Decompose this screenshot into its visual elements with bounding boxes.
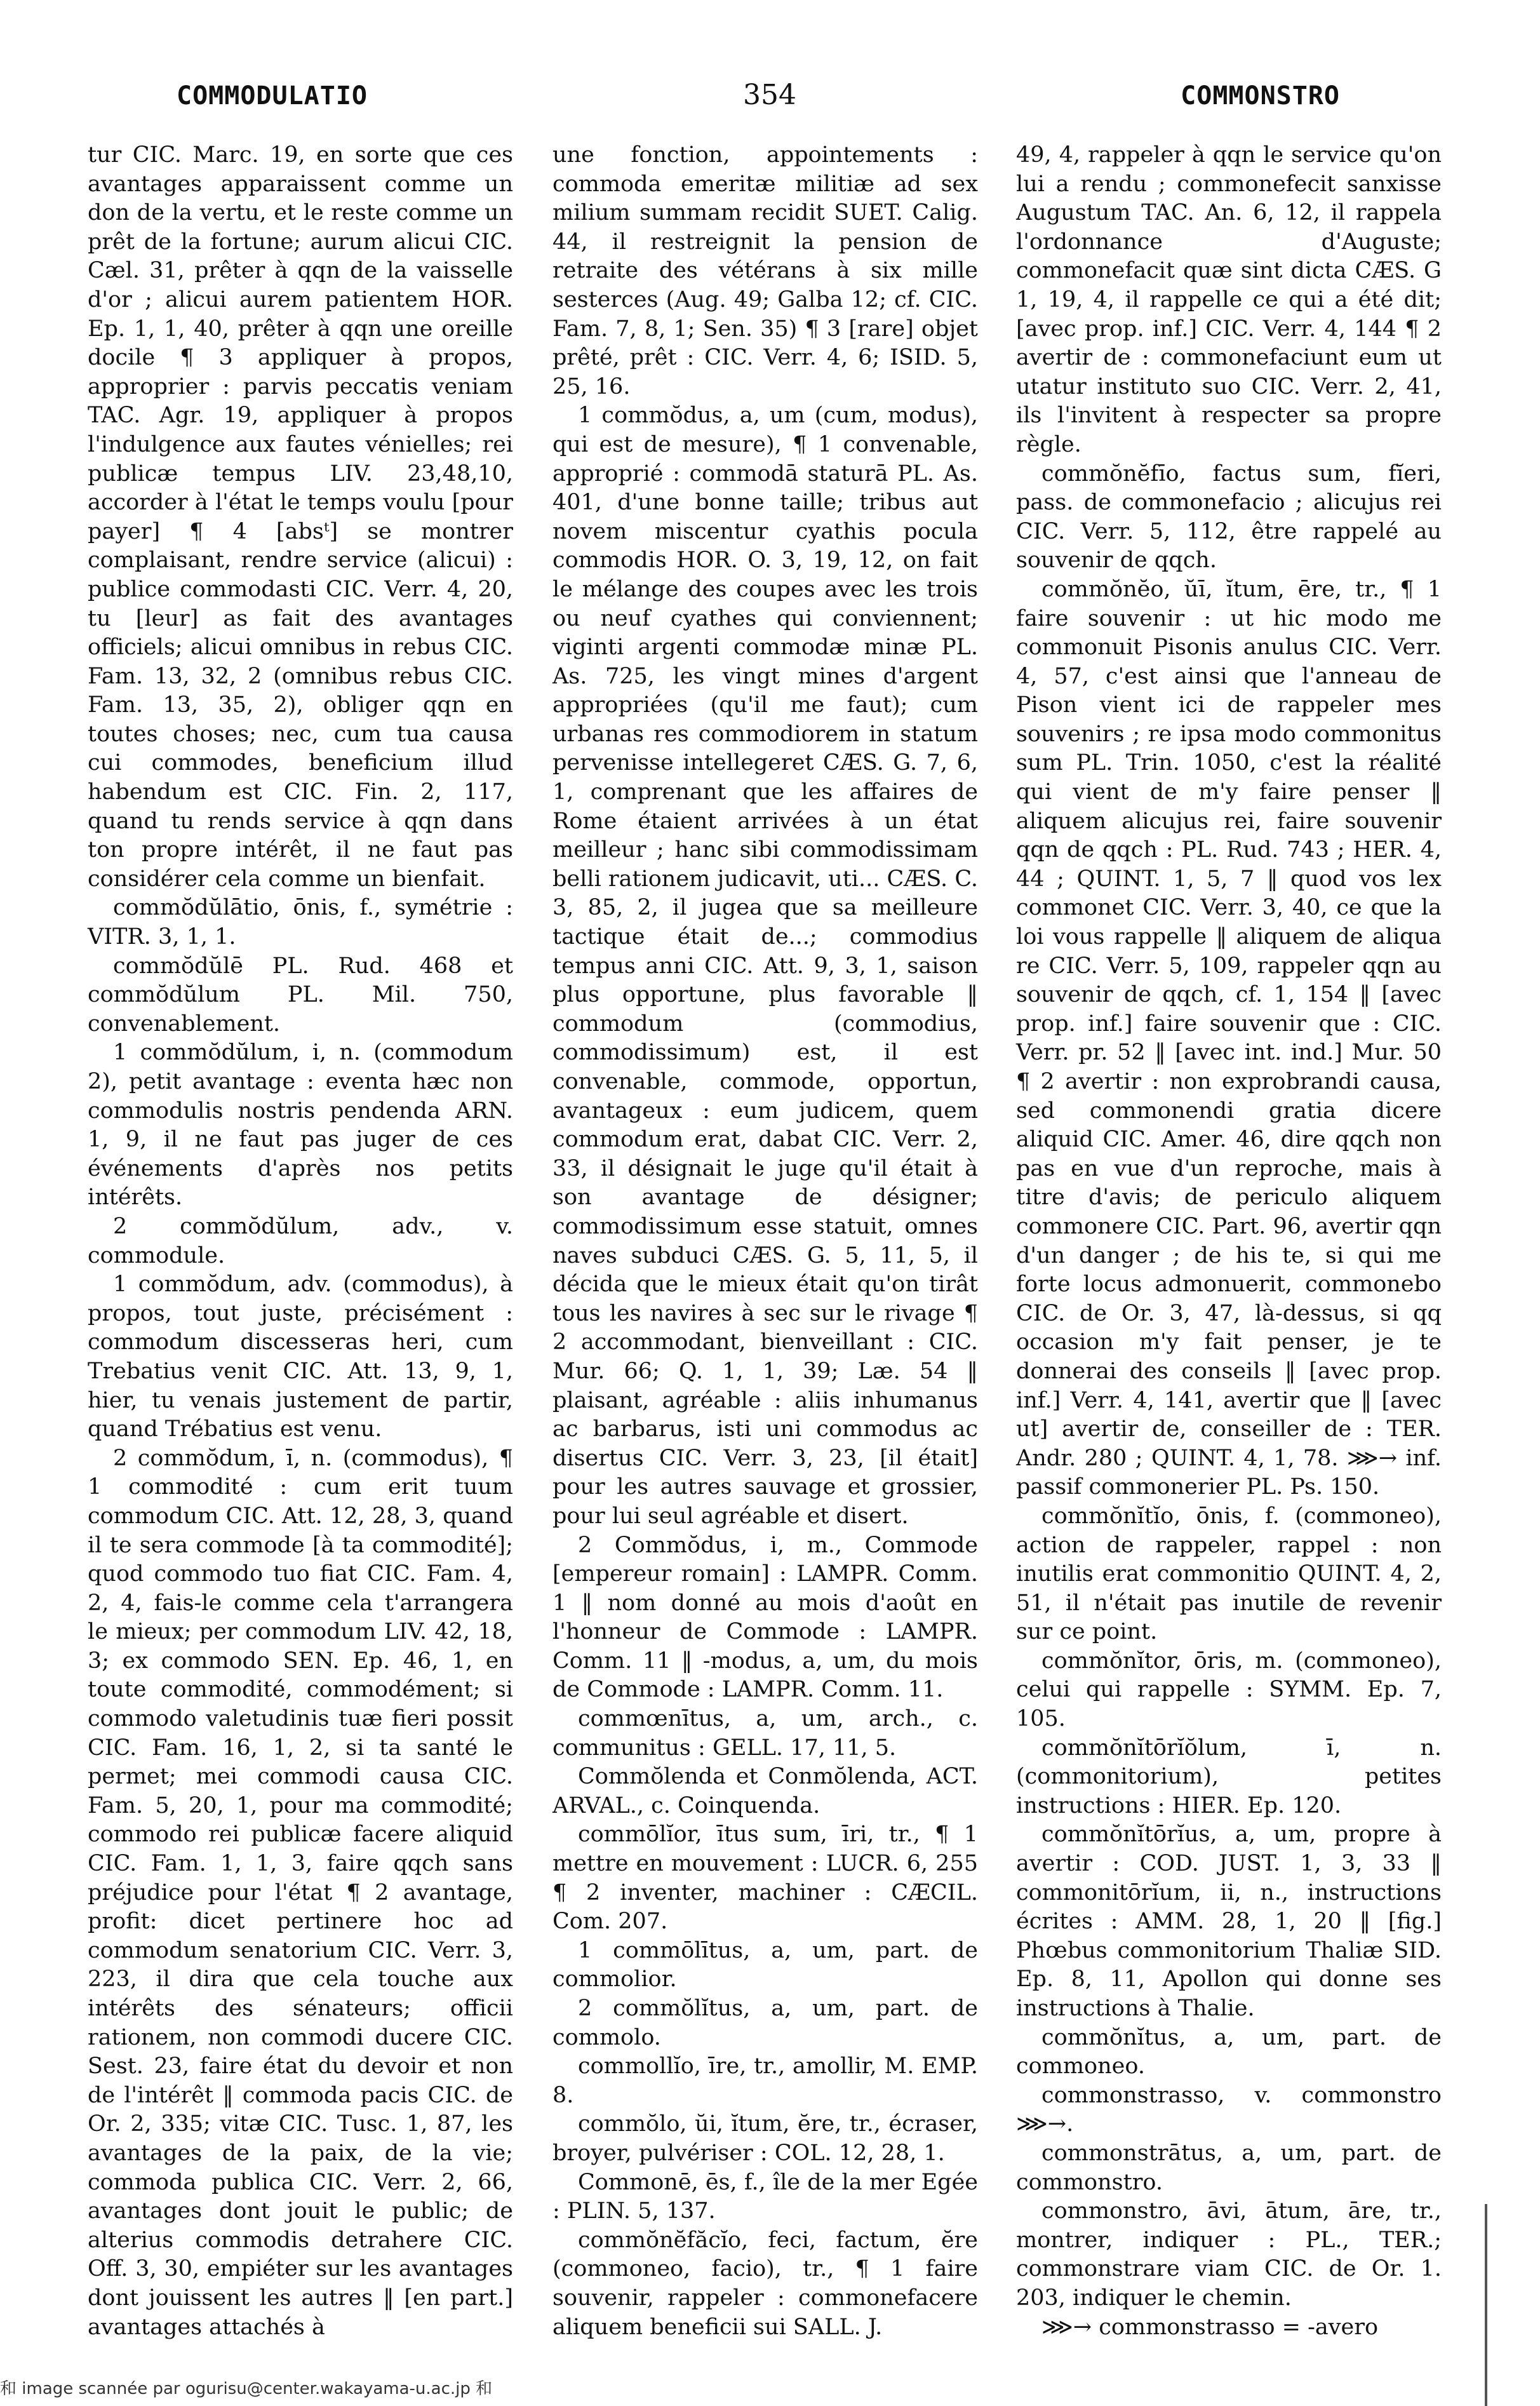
column-1 (88, 141, 513, 2340)
scan-credit: 和 image scannée par ogurisu@center.wakayama-u.ac.jp 和 (0, 2379, 493, 2398)
dictionary-entry: 1 commōlītus, a, um, part. de commolior. (552, 1937, 978, 1993)
dictionary-entry: 2 Commŏdus, i, m., Commode [empereur romain] : LAMPR. Comm. 1 ‖ nom donné au mois d'août en l'honneur de Commode : LAMPR. Comm. 11 ‖ -modus, a, um, du mois de Commode : LAMPR. Comm. 11. (552, 1532, 978, 1703)
running-head-right: COMMONSTRO (1181, 81, 1340, 111)
dictionary-entry: commŏnĕo, ŭī, ĭtum, ēre, tr., ¶ 1 faire souvenir : ut hic modo me commonuit Pisonis anulus CIC. Verr. 4, 57, c'est ainsi que l'anneau de Pison vient ici de rappeler mes souvenirs ; re ipsa modo commonitus sum PL. Trin. 1050, c'est la réalité qui vient de m'y faire penser ‖ aliquem alicujus rei, faire souvenir qqn de qqch : PL. Rud. 743 ; HER. 4, 44 ; QUINT. 1, 5, 7 ‖ quod vos lex commonet CIC. Verr. 3, 40, ce que la loi vous rappelle ‖ aliquem de aliqua re CIC. Verr. 5, 109, rappeler qqn au souvenir de qqch, cf. 1, 154 ‖ [avec prop. inf.] faire souvenir que : CIC. Verr. pr. 52 ‖ [avec int. ind.] Mur. 50 ¶ 2 avertir : non exprobrandi causa, sed commonendi gratia dicere aliquid CIC. Amer. 46, dire qqch non pas en vue d'un reproche, mais à titre d'avis; de periculo aliquem commonere CIC. Part. 96, avertir qqn d'un danger ; de his te, si qui me forte locus admonuerit, commonebo CIC. de Or. 3, 47, là-dessus, si qq occasion m'y fait penser, je te donnerai des conseils ‖ [avec prop. inf.] Verr. 4, 141, avertir que ‖ [avec ut] avertir de, conseiller de : TER. Andr. 280 ; QUINT. 4, 1, 78. ⋙→ inf. passif commonerier PL. Ps. 150. (1016, 576, 1442, 1500)
entry-continuation: 49, 4, rappeler à qqn le service qu'on lui a rendu ; commonefecit sanxisse Augustum TAC. An. 6, 12, il rappela l'ordonnance d'Auguste; commonefacit quæ sint dicta CÆS. G 1, 19, 4, il rappelle ce qui a été dit; [avec prop. inf.] CIC. Verr. 4, 144 ¶ 2 avertir de : commonefaciunt eum ut utatur instituto suo CIC. Verr. 2, 41, ils l'invitent à respecter sa propre règle. (1016, 142, 1442, 457)
column-3 (1016, 141, 1442, 2340)
dictionary-entry: Commŏlenda et Conmŏlenda, ACT. ARVAL., c. Coinquenda. (552, 1764, 978, 1818)
dictionary-entry: commŏnĭtōrĭus, a, um, propre à avertir : COD. JUST. 1, 3, 33 ‖ commonitōrĭum, ii, n., instructions écrites : AMM. 28, 1, 20 ‖ [fig.] Phœbus commonitorium Thaliæ SID. Ep. 8, 11, Apollon qui donne ses instructions à Thalie. (1016, 1822, 1442, 2021)
dictionary-entry: commŏnĭtĭo, ōnis, f. (commoneo), action de rappeler, rappel : non inutilis erat commonitio QUINT. 4, 2, 51, il n'était pas inutile de revenir sur ce point. (1016, 1503, 1442, 1645)
dictionary-entry: commŏlo, ŭi, ĭtum, ĕre, tr., écraser, broyer, pulvériser : COL. 12, 28, 1. (552, 2111, 978, 2166)
dictionary-entry: commŏnĕfăcĭo, feci, factum, ĕre (commoneo, facio), tr., ¶ 1 faire souvenir, rappeler : commonefacere aliquem beneficii sui SALL. J. (552, 2227, 978, 2340)
page-number: 354 (743, 79, 796, 111)
dictionary-entry: commŏdŭlātio, ōnis, f., symétrie : VITR. 3, 1, 1. (88, 895, 513, 950)
dictionary-entry: 2 commŏdum, ī, n. (commodus), ¶ 1 commodité : cum erit tuum commodum CIC. Att. 12, 28, 3, quand il te sera commode [à ta commodité]; quod commodo tuo fiat CIC. Fam. 4, 2, 4, fais-le comme cela t'arrangera le mieux; per commodum LIV. 42, 18, 3; ex commodo SEN. Ep. 46, 1, en toute commodité, commodément; si commodo valetudinis tuæ fieri possit CIC. Fam. 16, 1, 2, si ta santé le permet; mei commodi causa CIC. Fam. 5, 20, 1, pour ma commodité; commodo rei publicæ facere aliquid CIC. Fam. 1, 1, 3, faire qqch sans préjudice pour l'état ¶ 2 avantage, profit: dicet pertinere hoc ad commodum senatorium CIC. Verr. 3, 223, il dira que cela touche aux intérêts des sénateurs; officii rationem, non commodi ducere CIC. Sest. 23, faire état du devoir et non de l'intérêt ‖ commoda pacis CIC. de Or. 2, 335; vitæ CIC. Tusc. 1, 87, les avantages de la paix, de la vie; commoda publica CIC. Verr. 2, 66, avantages dont jouit le public; de alterius commodis detrahere CIC. Off. 3, 30, empiéter sur les avantages dont jouissent les autres ‖ [en part.] avantages attachés à (88, 1445, 513, 2340)
entry-continuation: tur CIC. Marc. 19, en sorte que ces avantages apparaissent comme un don de la vertu, et le reste comme un prêt de la fortune; aurum alicui CIC. Cæl. 31, prêter à qqn de la vaisselle d'or ; alicui aurem patientem HOR. Ep. 1, 1, 40, prêter à qqn une oreille docile ¶ 3 appliquer à propos, approprier : parvis peccatis veniam TAC. Agr. 19, appliquer à propos l'indulgence aux fautes vénielles; rei publicæ tempus LIV. 23,48,10, accorder à l'état le temps voulu [pour payer] ¶ 4 [absᵗ] se montrer complaisant, rendre service (alicui) : publice commodasti CIC. Verr. 4, 20, tu [leur] as fait des avantages officiels; alicui omnibus in rebus CIC. Fam. 13, 32, 2 (omnibus rebus CIC. Fam. 13, 35, 2), obliger qqn en toutes choses; nec, cum tua causa cui commodes, beneficium illud habendum est CIC. Fin. 2, 117, quand tu rends service à qqn dans ton propre intérêt, il ne faut pas considérer cela comme un bienfait. (88, 142, 513, 892)
dictionary-entry: commŏdŭlē PL. Rud. 468 et commŏdŭlum PL. Mil. 750, convenablement. (88, 953, 513, 1037)
dictionary-entry: commŏnĭtus, a, um, part. de commoneo. (1016, 2024, 1442, 2080)
dictionary-entry: commonstrātus, a, um, part. de commonstro. (1016, 2140, 1442, 2195)
dictionary-entry: Commonē, ēs, f., île de la mer Egée : PLIN. 5, 137. (552, 2169, 978, 2224)
dictionary-entry: commonstro, āvi, ātum, āre, tr., montrer, indiquer : PL., TER.; commonstrare viam CIC. de Or. 1. 203, indiquer le chemin. (1016, 2198, 1442, 2311)
dictionary-entry: commœnītus, a, um, arch., c. communitus : GELL. 17, 11, 5. (552, 1706, 978, 1761)
dictionary-entry: ⋙→ commonstrasso = -avero (1041, 2314, 1379, 2340)
dictionary-entry: 2 commŏlĭtus, a, um, part. de commolo. (552, 1996, 978, 2050)
dictionary-entry: commŏnĭtor, ōris, m. (commoneo), celui qui rappelle : SYMM. Ep. 7, 105. (1016, 1648, 1442, 1732)
dictionary-entry: 1 commŏdus, a, um (cum, modus), qui est de mesure), ¶ 1 convenable, approprié : commodā staturā PL. As. 401, d'une bonne taille; tribus aut novem miscentur cyathis pocula commodis HOR. O. 3, 19, 12, on fait le mélange des coupes avec les trois ou neuf cyathes qui conviennent; viginti argenti commodæ minæ PL. As. 725, les vingt mines d'argent appropriées (qu'il me faut); cum urbanas res commodiorem in statum pervenisse intellegeret CÆS. G. 7, 6, 1, comprenant que les affaires de Rome étaient arrivées à un état meilleur ; hanc sibi commodissimam belli rationem judicavit, uti... CÆS. C. 3, 85, 2, il jugea que sa meilleure tactique était de...; commodius tempus anni CIC. Att. 9, 3, 1, saison plus opportune, plus favorable ‖ commodum (commodius, commodissimum) est, il est convenable, commode, opportun, avantageux : eum judicem, quem commodum erat, dabat CIC. Verr. 2, 33, il désignait le juge qu'il était à son avantage de désigner; commodissimum esse statuit, omnes naves subduci CÆS. G. 5, 11, 5, il décida que le mieux était qu'on tirât tous les navires à sec sur le rivage ¶ 2 accommodant, bienveillant : CIC. Mur. 66; Q. 1, 1, 39; Læ. 54 ‖ plaisant, agréable : aliis inhumanus ac barbarus, isti uni commodus ac disertus CIC. Verr. 3, 23, [il était] pour les autres sauvage et grossier, pour lui seul agréable et disert. (552, 403, 978, 1529)
dictionary-entry: 1 commŏdŭlum, i, n. (commodum 2), petit avantage : eventa hæc non commodulis nostris pendenda ARN. 1, 9, il ne faut pas juger de ces événements d'après nos petits intérêts. (88, 1040, 513, 1211)
dictionary-entry: 2 commŏdŭlum, adv., v. commodule. (88, 1213, 513, 1268)
dictionary-entry: commonstrasso, v. commonstro ⋙→. (1016, 2082, 1442, 2137)
entry-continuation: une fonction, appointements : commoda emeritæ militiæ ad sex milium summam recidit SUET. Calig. 44, il restreignit la pension de retraite des vétérans à six mille sesterces (Aug. 49; Galba 12; cf. CIC. Fam. 7, 8, 1; Sen. 35) ¶ 3 [rare] objet prêté, prêt : CIC. Verr. 4, 6; ISID. 5, 25, 16. (552, 142, 978, 400)
page-header (171, 75, 1340, 126)
dictionary-entry: 1 commŏdum, adv. (commodus), à propos, tout juste, précisément : commodum discesseras heri, cum Trebatius venit CIC. Att. 13, 9, 1, hier, tu venais justement de partir, quand Trébatius est venu. (88, 1272, 513, 1442)
dictionary-entry: commollĭo, īre, tr., amollir, M. EMP. 8. (552, 2053, 978, 2108)
running-head-left: COMMODULATIO (177, 81, 368, 111)
column-2 (552, 141, 978, 2340)
dictionary-entry: commŏnĕfīo, factus sum, fĭeri, pass. de commonefacio ; alicujus rei CIC. Verr. 5, 112, être rappelé au souvenir de qqch. (1016, 460, 1442, 574)
dictionary-entry: commŏnĭtōrĭŏlum, ī, n. (commonitorium), petites instructions : HIER. Ep. 120. (1016, 1735, 1442, 1818)
dictionary-entry: commōlĭor, ītus sum, īri, tr., ¶ 1 mettre en mouvement : LUCR. 6, 255 ¶ 2 inventer, machiner : CÆCIL. Com. 207. (552, 1822, 978, 1935)
